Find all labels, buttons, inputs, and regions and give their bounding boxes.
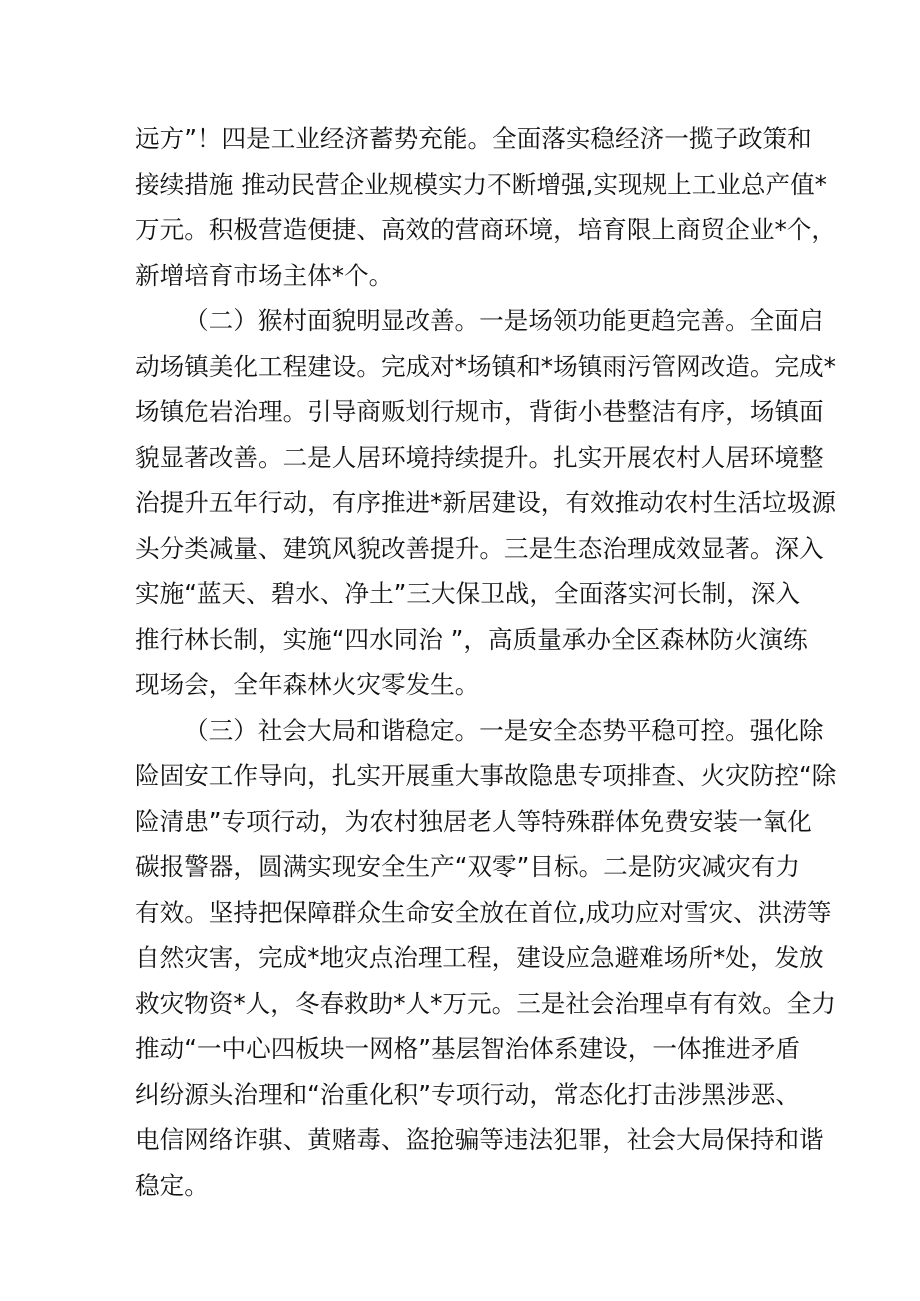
text-line: 推动“一中心四板块一网格”基层智治体系建设，一体推进矛盾 [135,1034,800,1063]
text-line: 险清患”专项行动，为农村独居老人等特殊群体免费安装一氧化 [135,806,812,836]
text-line: 碳报警器，圆满实现安全生产“双零”目标。二是防灾减灾有力 [135,852,800,881]
text-line: 推行林长制，实施“四水同治 ”，高质量承办全区森林防火演练 [135,624,808,654]
text-line: 场镇危岩治理。引导商贩划行规市，背街小巷整洁有序，场镇面 [135,397,824,426]
paragraph-industrial-economy [135,116,836,298]
text-line: 接续措施 推动民营企业规模实力不断增强,实现规上工业总产值* [135,169,827,199]
text-line: 远方”！四是工业经济蓄势充能。全面落实稳经济一揽子政策和 [135,124,812,153]
text-line: 新增培育市场主体*个。 [135,260,394,290]
text-line: 险固安工作导向，扎实开展重大事故隐患专项排查、火灾防控“除 [135,761,837,790]
text-line: 现场会，全年森林火灾零发生。 [135,670,480,699]
text-line: 纠纷源头治理和“治重化积”专项行动，常态化打击涉黑涉恶、 [135,1079,800,1109]
text-line: 动场镇美化工程建设。完成对*场镇和*场镇雨污管网改造。完成* [135,351,836,381]
text-line: 稳定。 [135,1170,209,1200]
text-line: （二）猴村面貌明显改善。一是场领功能更趋完善。全面启 [184,306,824,335]
text-line: 头分类减量、建筑风貌改善提升。三是生态治理成效显著。深入 [135,533,824,563]
text-line: 自然灾害，完成*地灾点治理工程，建设应急避难场所*处，发放 [135,943,824,972]
text-line: 治提升五年行动，有序推进*新居建设，有效推动农村生活垃圾源 [135,488,836,517]
text-line: 有效。坚持把保障群众生命安全放在首位,成功应对雪灾、洪涝等 [135,897,832,927]
text-line: 救灾物资*人，冬春救助*人*万元。三是社会治理卓有有效。全力 [135,988,836,1018]
text-line: （三）社会大局和谐稳定。一是安全态势平稳可控。强化除 [184,715,824,745]
paragraph-village-appearance [135,298,836,708]
text-line: 电信网络诈骐、黄赌毒、盗抢骗等违法犯罪，社会大局保持和谐 [135,1125,824,1154]
text-line: 万元。积极营造便捷、高效的营商环境，培育限上商贸企业*个， [135,215,836,244]
text-line: 貌显著改善。二是人居环境持续提升。扎实开展农村人居环境整 [135,442,824,472]
text-line: 实施“蓝天、碧水、净土”三大保卫战，全面落实河长制，深入 [135,579,800,608]
paragraph-social-stability [135,708,837,1209]
document-body [135,116,837,1208]
